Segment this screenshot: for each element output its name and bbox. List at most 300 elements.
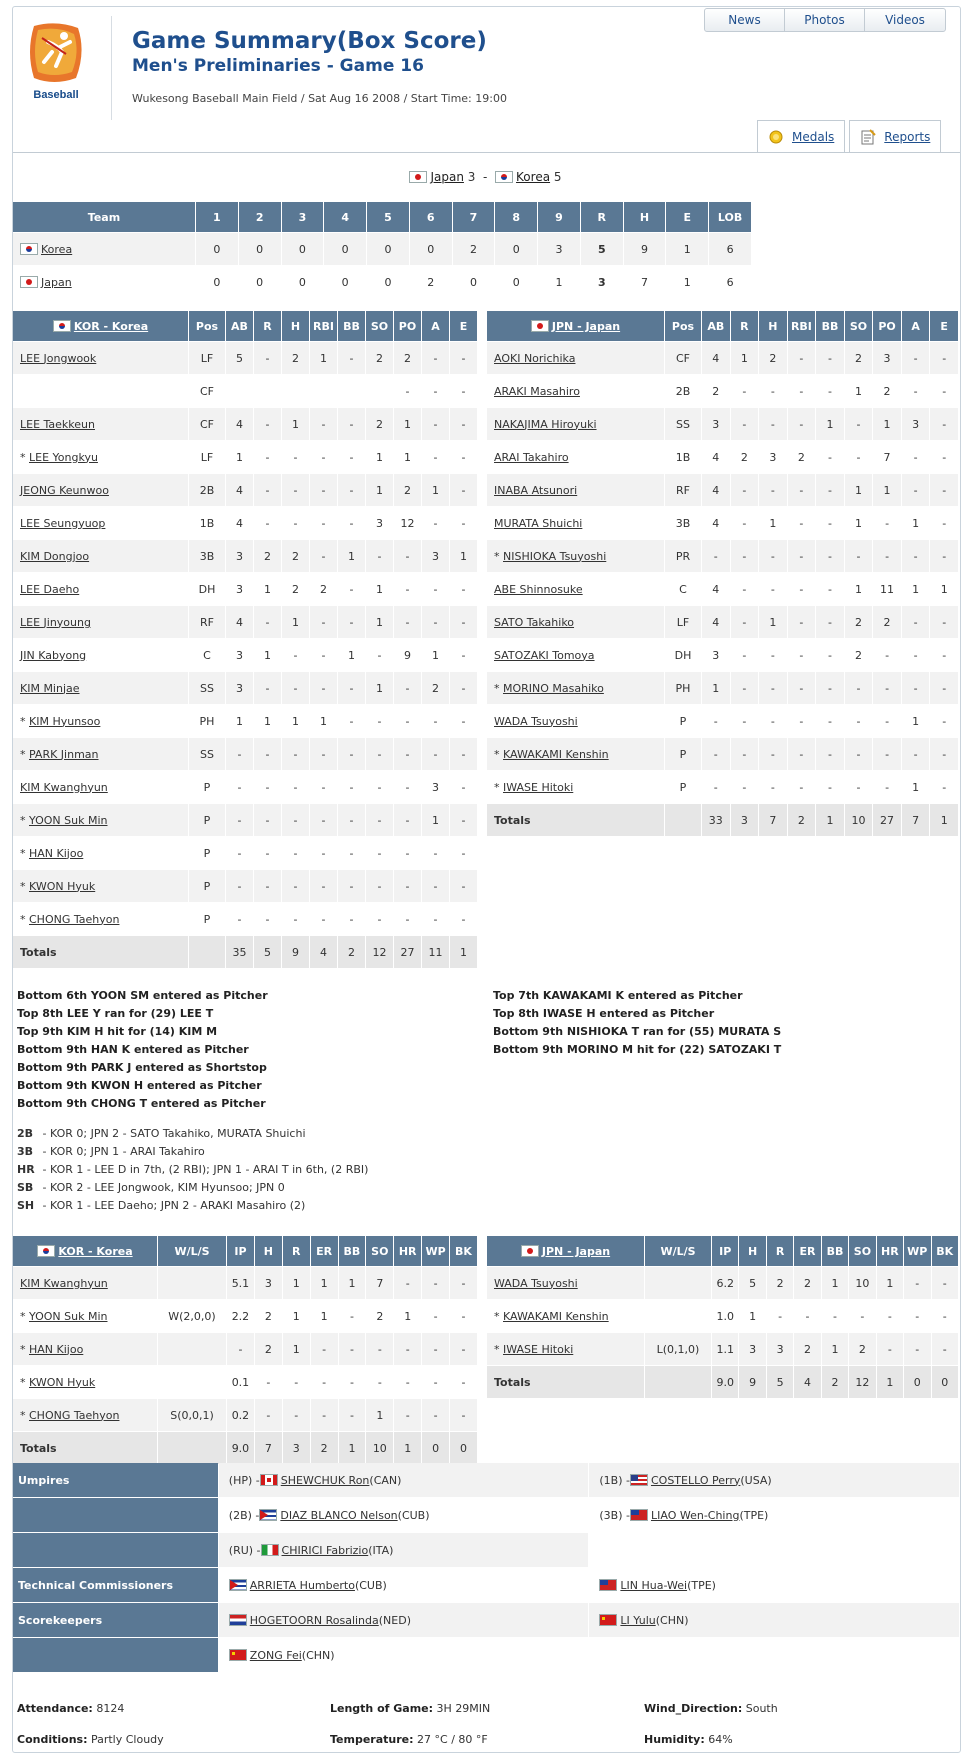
stat-cell: 2 <box>873 606 901 638</box>
stat-cell: 1 <box>283 1333 310 1365</box>
stat-cell: - <box>873 705 901 737</box>
stat-cell: - <box>788 639 816 671</box>
stat-cell: 1 <box>759 606 787 638</box>
cuba-flag-icon <box>229 1579 247 1591</box>
table-row <box>487 606 958 638</box>
sub-marker: * <box>494 1309 503 1323</box>
stat-cell: 1 <box>731 342 759 374</box>
stat-cell: 3 <box>226 639 253 671</box>
official-nat: (CAN) <box>369 1473 402 1487</box>
linescore-cell: 3 <box>581 266 623 298</box>
linescore-header: 6 <box>410 202 452 232</box>
player-link[interactable]: CHONG Taehyon <box>29 912 120 926</box>
official-link[interactable]: LI Yulu <box>620 1613 656 1627</box>
extra-line <box>17 1143 368 1161</box>
wind-direction <box>644 1702 778 1715</box>
team-header-link[interactable]: KOR - Korea <box>58 1244 133 1258</box>
player-link[interactable]: IWASE Hitoki <box>503 780 574 794</box>
player-link[interactable]: SATOZAKI Tomoya <box>494 648 595 662</box>
stat-cell: 1 <box>366 672 393 704</box>
totals-cell: 7 <box>255 1432 282 1464</box>
column-header: H <box>759 311 787 341</box>
official-link[interactable]: ZONG Fei <box>249 1648 302 1662</box>
table-row <box>13 606 477 638</box>
linescore-cell: 0 <box>453 266 495 298</box>
totals-cell: 11 <box>422 936 449 968</box>
player-cell <box>13 639 188 671</box>
stat-cell: - <box>282 771 309 803</box>
team-header-link[interactable]: KOR - Korea <box>73 319 149 333</box>
table-row <box>487 573 958 605</box>
tpe-flag-icon <box>599 1579 617 1591</box>
totals-cell: 9.0 <box>227 1432 254 1464</box>
stat-cell: - <box>873 672 901 704</box>
team-header-link[interactable]: JPN - Japan <box>541 1244 611 1258</box>
substitution-note: Top 8th LEE Y ran for (29) LEE T <box>17 1007 214 1020</box>
player-link[interactable]: MURATA Shuichi <box>494 516 583 530</box>
stat-cell: 3 <box>255 1267 282 1299</box>
team-link[interactable]: Korea <box>41 242 73 256</box>
stat-cell: 1 <box>311 1267 338 1299</box>
stat-cell <box>226 375 253 407</box>
stat-cell: - <box>450 606 477 638</box>
team-link-japan[interactable]: Japan <box>430 170 464 184</box>
player-link[interactable]: YOON Suk Min <box>29 813 108 827</box>
stat-cell: - <box>282 903 309 935</box>
player-link[interactable]: JIN Kabyong <box>20 648 87 662</box>
table-row <box>13 639 477 671</box>
stat-cell: 3 <box>702 408 730 440</box>
official-nat: (NED) <box>378 1613 411 1627</box>
player-cell <box>13 408 188 440</box>
player-cell <box>487 606 664 638</box>
linescore-cell: 0 <box>410 233 452 265</box>
stat-cell <box>338 375 365 407</box>
player-link[interactable]: ABE Shinnosuke <box>494 582 583 596</box>
stat-cell: - <box>254 672 281 704</box>
substitution-note: Top 7th KAWAKAMI K entered as Pitcher <box>493 989 743 1002</box>
stat-cell: 7 <box>366 1267 393 1299</box>
umpire-3b <box>589 1498 959 1532</box>
stat-cell: 2 <box>702 375 730 407</box>
table-row <box>13 804 477 836</box>
umpire-pos: (RU) - <box>228 1543 261 1557</box>
stat-cell: 5 <box>739 1267 765 1299</box>
stat-cell: - <box>930 342 958 374</box>
substitution-notes-japan <box>493 987 781 1059</box>
stat-cell <box>645 1300 711 1332</box>
stat-cell: - <box>873 738 901 770</box>
totals-cell: 33 <box>702 804 730 836</box>
stat-cell: - <box>816 375 844 407</box>
player-link[interactable]: MORINO Masahiko <box>503 681 604 695</box>
stat-cell: - <box>282 837 309 869</box>
stat-cell: - <box>930 705 958 737</box>
stat-cell: 2B <box>665 375 701 407</box>
stat-cell: - <box>816 474 844 506</box>
linescore-cell: 0 <box>367 233 409 265</box>
sub-marker: * <box>494 1342 503 1356</box>
tc-1 <box>219 1568 589 1602</box>
stat-cell: PR <box>665 540 701 572</box>
stat-cell: - <box>849 1300 875 1332</box>
sub-marker: * <box>20 747 29 761</box>
player-link[interactable]: INABA Atsunori <box>494 483 578 497</box>
totals-cell: 1 <box>450 936 477 968</box>
pitching-table-korea <box>12 1235 478 1465</box>
stat-cell: - <box>788 606 816 638</box>
stat-cell: - <box>873 771 901 803</box>
stat-cell: 1 <box>822 1267 848 1299</box>
stat-cell: 3 <box>422 540 449 572</box>
player-link[interactable]: LEE Taekkeun <box>20 417 95 431</box>
stat-cell: 2 <box>873 375 901 407</box>
stat-cell: 2 <box>255 1300 282 1332</box>
stat-cell: - <box>845 738 873 770</box>
stat-cell: - <box>788 474 816 506</box>
stat-cell: - <box>759 474 787 506</box>
stat-cell: 3 <box>759 441 787 473</box>
player-link[interactable]: NAKAJIMA Hiroyuki <box>494 417 597 431</box>
stat-cell: - <box>310 870 337 902</box>
stat-cell: RF <box>189 606 225 638</box>
player-link[interactable]: KIM Dongjoo <box>20 549 90 563</box>
player-link[interactable]: PARK Jinman <box>29 747 99 761</box>
stat-cell: - <box>902 540 930 572</box>
linescore-cell: 0 <box>282 233 324 265</box>
totals-label: Totals <box>13 936 188 968</box>
stat-cell: - <box>422 375 449 407</box>
official-link[interactable]: COSTELLO Perry <box>650 1473 741 1487</box>
column-header: R <box>254 311 281 341</box>
stat-cell: - <box>310 837 337 869</box>
team-link[interactable]: Japan <box>41 275 72 289</box>
totals-label: Totals <box>487 1366 644 1398</box>
linescore-cell: 0 <box>196 266 238 298</box>
stat-cell: - <box>366 1366 393 1398</box>
extra-value: - KOR 0; JPN 2 - SATO Takahiko, MURATA Shuichi <box>39 1127 306 1140</box>
player-link[interactable]: IWASE Hitoki <box>503 1342 574 1356</box>
stat-cell: - <box>759 639 787 671</box>
japan-flag-icon <box>531 320 549 332</box>
linescore-cell: 2 <box>410 266 452 298</box>
official-link[interactable]: ARRIETA Humberto <box>249 1578 355 1592</box>
player-cell <box>13 1399 157 1431</box>
stat-cell: LF <box>189 441 225 473</box>
stat-cell: - <box>450 738 477 770</box>
tab-rule <box>13 152 960 153</box>
team-link-korea[interactable]: Korea <box>516 170 551 184</box>
stat-cell: - <box>816 573 844 605</box>
conditions-label: Conditions: <box>17 1733 88 1746</box>
stat-cell: - <box>282 507 309 539</box>
stat-cell: - <box>254 738 281 770</box>
stat-cell: 1 <box>254 573 281 605</box>
stat-cell: - <box>338 672 365 704</box>
stat-cell: - <box>450 804 477 836</box>
extra-key: 3B <box>17 1145 34 1158</box>
player-link[interactable]: SATO Takahiko <box>494 615 575 629</box>
substitution-note: Bottom 9th KWON H entered as Pitcher <box>17 1079 262 1092</box>
stat-cell: 3 <box>226 573 253 605</box>
stat-cell <box>282 375 309 407</box>
official-link[interactable]: HOGETOORN Rosalinda <box>249 1613 379 1627</box>
team-header <box>487 311 664 341</box>
stat-cell: LF <box>665 606 701 638</box>
tech-commissioners-label: Technical Commissioners <box>13 1568 218 1602</box>
player-cell <box>487 441 664 473</box>
stat-cell: - <box>822 1300 848 1332</box>
player-link[interactable]: AOKI Norichika <box>494 351 576 365</box>
stat-cell: - <box>788 342 816 374</box>
stat-cell: - <box>226 903 253 935</box>
canada-flag-icon <box>260 1474 278 1486</box>
stat-cell: 1 <box>366 441 393 473</box>
stat-cell: 4 <box>702 342 730 374</box>
stat-cell: - <box>394 672 421 704</box>
stat-cell: - <box>450 639 477 671</box>
totals-cell: 0 <box>904 1366 930 1398</box>
stat-cell: - <box>422 870 449 902</box>
stat-cell: 1 <box>873 474 901 506</box>
stat-cell: - <box>422 1267 449 1299</box>
stat-cell: - <box>282 672 309 704</box>
player-link[interactable]: LEE Jinyoung <box>20 615 91 629</box>
reports-tab[interactable] <box>849 120 941 152</box>
player-link[interactable]: KIM Hyunsoo <box>29 714 101 728</box>
player-cell <box>13 672 188 704</box>
official-link[interactable]: DIAZ BLANCO Nelson <box>280 1508 398 1522</box>
extra-key: HR <box>17 1163 35 1176</box>
korea-flag-icon <box>37 1245 55 1257</box>
player-link[interactable]: KIM Kwanghyun <box>20 780 108 794</box>
stat-cell: - <box>283 1399 310 1431</box>
player-link[interactable]: ARAI Takahiro <box>494 450 569 464</box>
stat-cell: - <box>877 1333 903 1365</box>
stat-cell: CF <box>189 375 225 407</box>
linescore-cell: 0 <box>239 266 281 298</box>
stat-cell: 1 <box>338 639 365 671</box>
stat-cell: - <box>450 474 477 506</box>
official-link[interactable]: SHEWCHUK Ron <box>280 1473 370 1487</box>
umpire-pos: (HP) - <box>228 1473 260 1487</box>
stat-cell: 1 <box>845 375 873 407</box>
sub-marker: * <box>494 780 503 794</box>
player-link[interactable]: WADA Tsuyoshi <box>494 1276 578 1290</box>
stat-cell: SS <box>665 408 701 440</box>
player-cell <box>487 342 664 374</box>
stat-cell: 1 <box>902 771 930 803</box>
stat-cell: - <box>394 804 421 836</box>
stat-cell: - <box>845 441 873 473</box>
player-cell <box>13 375 188 407</box>
column-header: BB <box>822 1236 848 1266</box>
stat-cell: 1 <box>422 474 449 506</box>
stat-cell: - <box>731 408 759 440</box>
column-header: BK <box>932 1236 959 1266</box>
player-cell <box>13 540 188 572</box>
tab-videos[interactable]: Videos <box>885 13 925 27</box>
china-flag-icon <box>599 1614 617 1626</box>
player-cell <box>13 705 188 737</box>
player-link[interactable]: NISHIOKA Tsuyoshi <box>503 549 607 563</box>
substitution-note: Bottom 9th PARK J entered as Shortstop <box>17 1061 267 1074</box>
stat-cell: - <box>930 606 958 638</box>
table-row <box>13 1366 477 1398</box>
humidity-value: 64% <box>708 1733 733 1746</box>
stat-cell: 2 <box>282 342 309 374</box>
player-cell <box>487 375 664 407</box>
stat-cell: - <box>731 474 759 506</box>
stat-cell: - <box>339 1333 366 1365</box>
stat-cell: 4 <box>702 441 730 473</box>
player-link[interactable]: CHONG Taehyon <box>29 1408 120 1422</box>
stat-cell: - <box>759 705 787 737</box>
stat-cell: 4 <box>226 507 253 539</box>
linescore-header: Team <box>13 202 195 232</box>
player-link[interactable]: HAN Kijoo <box>29 846 84 860</box>
totals-row <box>487 1366 958 1398</box>
player-link[interactable]: KIM Minjae <box>20 681 80 695</box>
netherlands-flag-icon <box>229 1614 247 1626</box>
totals-row <box>13 936 477 968</box>
header-divider <box>111 16 112 120</box>
stat-cell: - <box>394 870 421 902</box>
stat-cell: SS <box>189 738 225 770</box>
stat-cell: - <box>450 837 477 869</box>
player-link[interactable]: LEE Yongkyu <box>29 450 98 464</box>
stat-cell: 2 <box>422 672 449 704</box>
table-row <box>487 375 958 407</box>
sub-marker: * <box>494 747 503 761</box>
player-cell <box>487 639 664 671</box>
stat-cell: 5.1 <box>227 1267 254 1299</box>
game-length <box>330 1702 490 1715</box>
sub-marker: * <box>20 450 29 464</box>
sub-marker: * <box>20 1342 29 1356</box>
stat-cell: P <box>665 705 701 737</box>
stat-cell: 3 <box>366 507 393 539</box>
player-cell <box>487 1267 644 1299</box>
substitution-note: Top 9th KIM H hit for (14) KIM M <box>17 1025 218 1038</box>
stat-cell: - <box>450 1366 477 1398</box>
player-link[interactable]: LEE Daeho <box>20 582 80 596</box>
player-cell <box>13 903 188 935</box>
stat-cell: - <box>394 738 421 770</box>
stat-cell: - <box>902 738 930 770</box>
official-link[interactable]: CHIRICI Fabrizio <box>281 1543 369 1557</box>
player-link[interactable]: ARAKI Masahiro <box>494 384 580 398</box>
stat-cell: - <box>902 342 930 374</box>
stat-cell: - <box>366 870 393 902</box>
stat-cell: - <box>702 738 730 770</box>
stat-cell: DH <box>189 573 225 605</box>
stat-cell: - <box>254 408 281 440</box>
player-link[interactable]: KWON Hyuk <box>29 1375 96 1389</box>
stat-cell: 1 <box>394 408 421 440</box>
stat-cell: - <box>816 672 844 704</box>
linescore-header: 2 <box>239 202 281 232</box>
stat-cell: 3 <box>226 540 253 572</box>
stat-cell: - <box>873 639 901 671</box>
player-link[interactable]: LEE Seungyuop <box>20 516 106 530</box>
player-link[interactable]: HAN Kijoo <box>29 1342 84 1356</box>
sub-marker: * <box>20 813 29 827</box>
stat-cell: - <box>338 804 365 836</box>
stat-cell: 1 <box>254 705 281 737</box>
stat-cell: - <box>422 837 449 869</box>
table-row <box>13 837 477 869</box>
stat-cell: - <box>450 705 477 737</box>
stat-cell: 2 <box>282 540 309 572</box>
player-cell <box>13 474 188 506</box>
team-header <box>13 311 188 341</box>
report-icon <box>860 129 876 145</box>
stat-cell: 1 <box>902 573 930 605</box>
linescore-cell: 1 <box>666 266 708 298</box>
sub-marker: * <box>20 1408 29 1422</box>
tab-photos[interactable]: Photos <box>785 9 865 31</box>
conditions <box>17 1733 164 1746</box>
stat-cell: - <box>394 1333 421 1365</box>
player-link[interactable]: LEE Jongwook <box>20 351 97 365</box>
player-link[interactable]: KAWAKAMI Kenshin <box>503 1309 609 1323</box>
stat-cell: 1.1 <box>712 1333 738 1365</box>
official-link[interactable]: LIAO Wen-Ching <box>650 1508 740 1522</box>
stat-cell: - <box>731 540 759 572</box>
player-link[interactable]: WADA Tsuyoshi <box>494 714 578 728</box>
scorekeepers-label-empty <box>13 1638 218 1672</box>
stat-cell: 3 <box>873 342 901 374</box>
stat-cell: - <box>254 342 281 374</box>
tab-news[interactable]: News <box>705 9 785 31</box>
stat-cell: 1 <box>282 408 309 440</box>
substitution-notes-korea <box>17 987 268 1113</box>
player-link[interactable]: JEONG Keunwoo <box>20 483 109 497</box>
stat-cell: 4 <box>702 507 730 539</box>
stat-cell: - <box>366 639 393 671</box>
player-link[interactable]: KIM Kwanghyun <box>20 1276 108 1290</box>
column-header: A <box>902 311 930 341</box>
player-link[interactable]: KWON Hyuk <box>29 879 96 893</box>
stat-cell: - <box>759 672 787 704</box>
baseball-pictogram-icon <box>28 22 84 84</box>
stat-cell: 2 <box>366 1300 393 1332</box>
stat-cell: - <box>394 1267 421 1299</box>
stat-cell: - <box>930 474 958 506</box>
team-header-link[interactable]: JPN - Japan <box>551 319 621 333</box>
stat-cell: 1 <box>282 606 309 638</box>
column-header: H <box>739 1236 765 1266</box>
stat-cell: - <box>310 672 337 704</box>
medals-tab[interactable] <box>757 120 845 152</box>
player-cell <box>13 1366 157 1398</box>
stat-cell: - <box>731 375 759 407</box>
stat-cell: - <box>902 606 930 638</box>
linescore-cell: 6 <box>709 233 751 265</box>
player-link[interactable]: KAWAKAMI Kenshin <box>503 747 609 761</box>
table-row <box>13 441 477 473</box>
official-link[interactable]: LIN Hua-Wei <box>620 1578 688 1592</box>
player-cell <box>13 606 188 638</box>
player-link[interactable]: YOON Suk Min <box>29 1309 108 1323</box>
stat-cell: - <box>282 870 309 902</box>
stat-cell: - <box>731 573 759 605</box>
stat-cell: 1 <box>739 1300 765 1332</box>
stat-cell: - <box>282 738 309 770</box>
usa-flag-icon <box>630 1474 648 1486</box>
table-row <box>487 672 958 704</box>
